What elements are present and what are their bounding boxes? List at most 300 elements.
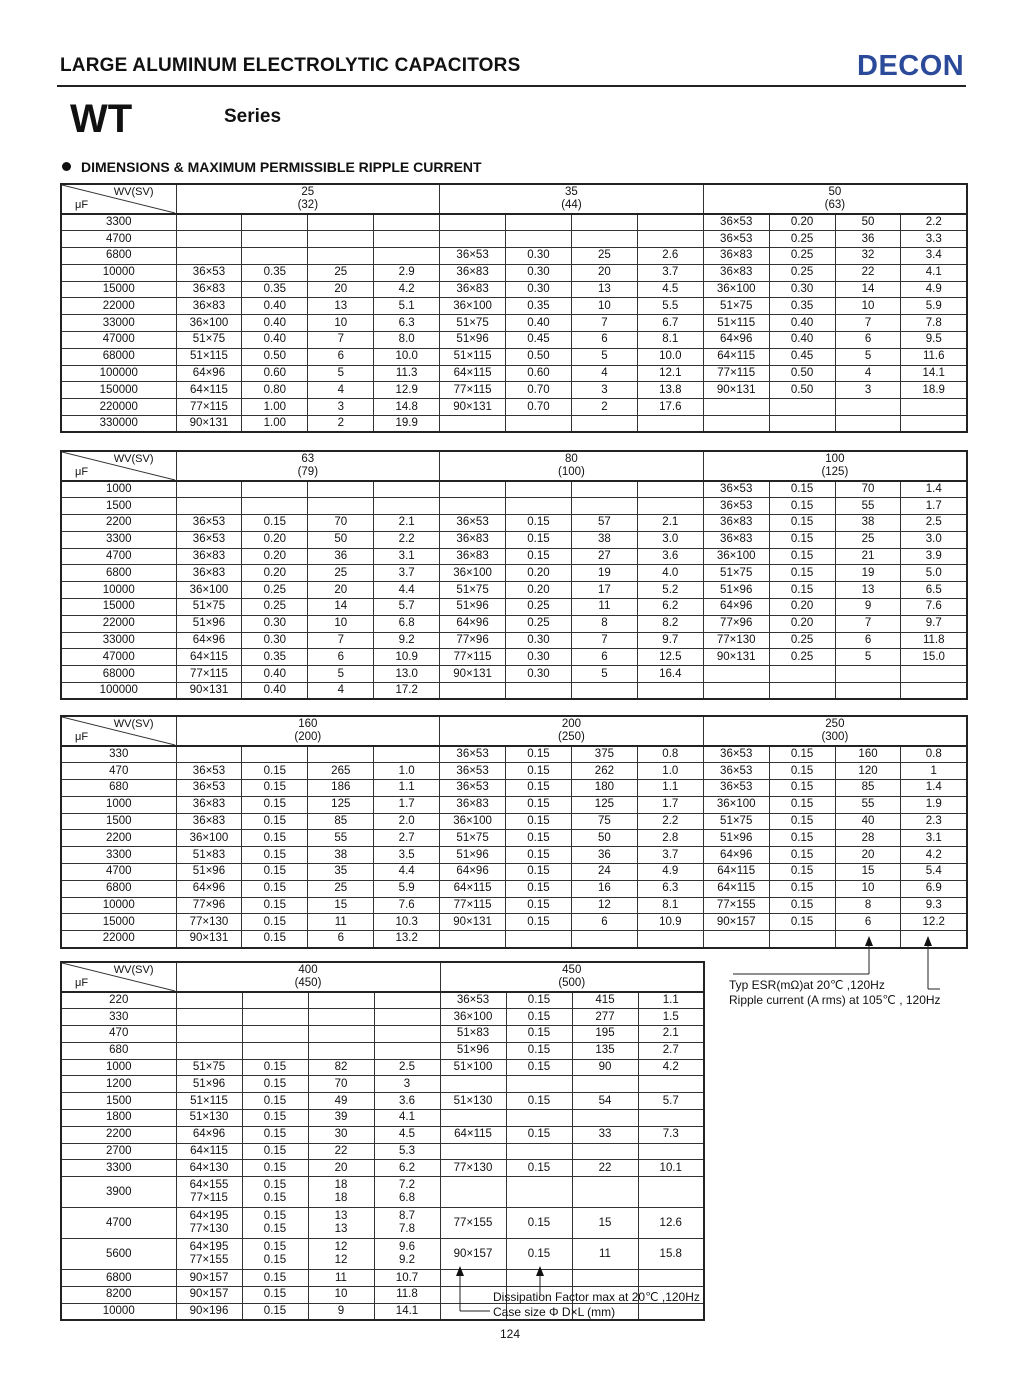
case-size-cell: 64×96 xyxy=(703,332,769,349)
ripple-cell: 13.0 xyxy=(374,666,440,683)
df-cell: 0.25 xyxy=(769,231,835,248)
esr-cell: 7 xyxy=(835,615,901,632)
ripple-cell: 2.9 xyxy=(374,264,440,281)
case-arrow-head xyxy=(456,1266,464,1276)
case-size-cell: 64×96 xyxy=(176,1126,242,1143)
df-cell: 0.35 xyxy=(242,281,308,298)
esr-cell: 265 xyxy=(308,763,374,780)
df-cell: 0.70 xyxy=(506,399,572,416)
df-cell: 0.30 xyxy=(242,615,308,632)
esr-cell: 27 xyxy=(571,548,637,565)
df-cell: 0.45 xyxy=(769,348,835,365)
ripple-cell: 4.9 xyxy=(637,864,703,881)
case-size-cell: 77×130 xyxy=(176,914,242,931)
ripple-cell: 2.3 xyxy=(901,813,967,830)
esr-cell: 21 xyxy=(835,548,901,565)
ripple-cell: 6.2 xyxy=(637,599,703,616)
df-cell: 0.50 xyxy=(506,348,572,365)
df-cell: 0.25 xyxy=(769,264,835,281)
ripple-cell: 0.8 xyxy=(637,746,703,763)
capacitance-cell: 6800 xyxy=(61,1270,176,1287)
esr-cell: 33 xyxy=(572,1126,638,1143)
legend-right xyxy=(729,978,941,1008)
case-size-cell: 64×115 xyxy=(440,1126,506,1143)
surge-voltage: (44) xyxy=(561,199,582,211)
working-voltage: 250 xyxy=(825,718,845,730)
esr-cell: 19 xyxy=(835,565,901,582)
df-cell: 0.20 xyxy=(769,214,835,231)
df-cell: 0.25 xyxy=(242,599,308,616)
esr-cell: 262 xyxy=(571,763,637,780)
esr-cell: 8 xyxy=(835,897,901,914)
esr-cell: 57 xyxy=(571,515,637,532)
capacitance-cell: 47000 xyxy=(61,332,176,349)
capacitance-cell: 4700 xyxy=(61,548,176,565)
cell-value: 7.2 6.8 xyxy=(399,1179,415,1205)
case-size-cell: 36×83 xyxy=(440,548,506,565)
ripple-cell: 15.0 xyxy=(901,649,967,666)
esr-cell: 6 xyxy=(835,914,901,931)
esr-cell: 10 xyxy=(308,315,374,332)
df-cell: 0.15 xyxy=(506,1009,572,1026)
esr-cell: 20 xyxy=(308,281,374,298)
capacitance-cell: 4700 xyxy=(61,231,176,248)
case-size-cell: 64×96 xyxy=(703,847,769,864)
df-cell: 0.15 xyxy=(242,880,308,897)
case-size-cell: 36×100 xyxy=(703,796,769,813)
case-size-cell: 36×100 xyxy=(440,298,506,315)
ripple-cell: 3.7 xyxy=(637,264,703,281)
capacitance-cell: 10000 xyxy=(61,897,176,914)
esr-legend: Typ ESR(mΩ)at 20℃ ,120Hz xyxy=(729,978,885,992)
case-size-cell: 77×96 xyxy=(176,897,242,914)
df-cell: 0.50 xyxy=(769,382,835,399)
esr-cell: 6 xyxy=(571,914,637,931)
uf-label: μF xyxy=(75,466,89,478)
df-cell: 0.15 xyxy=(242,897,308,914)
esr-cell: 11 xyxy=(308,1270,374,1287)
ripple-cell: 9.3 xyxy=(901,897,967,914)
esr-cell: 14 xyxy=(308,599,374,616)
esr-cell: 180 xyxy=(571,780,637,797)
df-cell: 0.25 xyxy=(242,582,308,599)
cell-value: 13 13 xyxy=(334,1210,348,1236)
ripple-cell: 1.9 xyxy=(901,796,967,813)
esr-cell: 6 xyxy=(308,649,374,666)
esr-cell: 36 xyxy=(835,231,901,248)
esr-cell: 195 xyxy=(572,1026,638,1043)
esr-cell: 17 xyxy=(571,582,637,599)
df-cell: 0.50 xyxy=(769,365,835,382)
esr-cell: 10 xyxy=(835,298,901,315)
wv-label: WV(SV) xyxy=(113,186,154,198)
case-size-cell: 51×96 xyxy=(440,332,506,349)
working-voltage: 400 xyxy=(298,964,318,976)
capacitance-cell: 100000 xyxy=(61,683,176,700)
ripple-cell: 9.7 xyxy=(637,632,703,649)
capacitance-cell: 3300 xyxy=(61,531,176,548)
working-voltage: 100 xyxy=(825,453,845,465)
ripple-cell: 6.3 xyxy=(374,315,440,332)
case-size-cell: 36×100 xyxy=(703,281,769,298)
ripple-cell: 19.9 xyxy=(374,416,440,433)
case-size-cell: 51×75 xyxy=(703,813,769,830)
surge-voltage: (100) xyxy=(558,466,585,478)
case-size-cell: 36×53 xyxy=(703,780,769,797)
df-cell: 0.30 xyxy=(506,666,572,683)
case-size-cell: 36×83 xyxy=(703,248,769,265)
df-cell: 0.25 xyxy=(769,248,835,265)
capacitance-cell: 2200 xyxy=(61,830,176,847)
case-size-cell: 51×96 xyxy=(703,582,769,599)
df-cell: 0.40 xyxy=(506,315,572,332)
case-size-cell: 51×75 xyxy=(176,1059,242,1076)
esr-cell: 375 xyxy=(571,746,637,763)
case-size-cell: 64×96 xyxy=(176,632,242,649)
ripple-cell: 6.2 xyxy=(374,1160,440,1177)
esr-cell: 2 xyxy=(308,416,374,433)
capacitance-cell: 8200 xyxy=(61,1287,176,1304)
esr-cell: 7 xyxy=(571,315,637,332)
ripple-cell: 4.5 xyxy=(374,1126,440,1143)
ripple-cell: 7.8 xyxy=(901,315,967,332)
case-size-cell: 36×100 xyxy=(703,548,769,565)
esr-cell: 50 xyxy=(571,830,637,847)
case-size-cell: 36×83 xyxy=(176,796,242,813)
cell-value: 64×195 77×155 xyxy=(189,1241,229,1267)
esr-cell: 4 xyxy=(835,365,901,382)
ripple-cell: 12.5 xyxy=(637,649,703,666)
capacitance-cell: 680 xyxy=(61,1042,176,1059)
ripple-cell: 2.5 xyxy=(901,515,967,532)
df-cell: 0.15 xyxy=(506,763,572,780)
case-size-cell: 90×131 xyxy=(703,649,769,666)
df-cell: 0.15 xyxy=(242,864,308,881)
capacitance-cell: 22000 xyxy=(61,615,176,632)
page-title: LARGE ALUMINUM ELECTROLYTIC CAPACITORS xyxy=(60,55,521,76)
case-size-cell: 36×83 xyxy=(176,565,242,582)
ripple-cell: 1.5 xyxy=(638,1009,704,1026)
case-size-cell: 77×115 xyxy=(440,897,506,914)
case-size-cell: 36×83 xyxy=(176,548,242,565)
case-size-cell: 64×130 xyxy=(176,1160,242,1177)
esr-cell: 22 xyxy=(572,1160,638,1177)
case-size-cell: 51×115 xyxy=(176,1093,242,1110)
df-cell: 0.20 xyxy=(506,565,572,582)
df-cell: 0.15 xyxy=(769,830,835,847)
esr-cell: 20 xyxy=(571,264,637,281)
page-number: 124 xyxy=(500,1327,521,1341)
case-size-cell: 51×75 xyxy=(703,298,769,315)
df-cell: 0.15 xyxy=(769,481,835,498)
ripple-cell: 5.4 xyxy=(901,864,967,881)
capacitance-cell: 1500 xyxy=(61,813,176,830)
case-size-cell: 36×53 xyxy=(703,763,769,780)
capacitance-cell: 150000 xyxy=(61,382,176,399)
esr-cell: 135 xyxy=(572,1042,638,1059)
esr-cell: 49 xyxy=(308,1093,374,1110)
esr-cell: 20 xyxy=(308,1160,374,1177)
df-cell: 0.20 xyxy=(769,599,835,616)
esr-cell: 25 xyxy=(308,880,374,897)
ripple-cell: 10.9 xyxy=(637,914,703,931)
capacitance-cell: 33000 xyxy=(61,315,176,332)
df-cell: 0.35 xyxy=(506,298,572,315)
ripple-cell: 3.0 xyxy=(901,531,967,548)
df-cell: 0.15 xyxy=(242,1160,308,1177)
df-cell: 0.15 xyxy=(506,531,572,548)
esr-cell: 50 xyxy=(835,214,901,231)
df-cell: 0.40 xyxy=(242,666,308,683)
df-cell: 0.30 xyxy=(506,264,572,281)
case-size-cell: 51×96 xyxy=(176,615,242,632)
capacitance-cell: 220 xyxy=(61,992,176,1009)
ripple-cell: 6.7 xyxy=(637,315,703,332)
df-cell: 0.30 xyxy=(506,632,572,649)
cell-value: 18 18 xyxy=(334,1179,348,1205)
df-cell: 0.15 xyxy=(242,1110,308,1127)
df-cell: 0.15 xyxy=(769,565,835,582)
esr-cell: 5 xyxy=(308,365,374,382)
esr-cell: 14 xyxy=(835,281,901,298)
ripple-cell: 0.8 xyxy=(901,746,967,763)
esr-cell: 7 xyxy=(571,632,637,649)
case-size-cell: 36×83 xyxy=(440,531,506,548)
case-size-cell: 36×83 xyxy=(440,264,506,281)
esr-cell: 11 xyxy=(572,1239,638,1270)
ripple-cell: 3.9 xyxy=(901,548,967,565)
df-cell: 0.30 xyxy=(506,248,572,265)
esr-cell: 4 xyxy=(308,382,374,399)
case-size-cell: 36×53 xyxy=(703,481,769,498)
df-cell: 0.20 xyxy=(769,615,835,632)
esr-cell: 10 xyxy=(571,298,637,315)
df-cell: 0.15 xyxy=(506,813,572,830)
esr-cell: 6 xyxy=(835,632,901,649)
ripple-cell: 1.7 xyxy=(637,796,703,813)
case-size-cell: 36×100 xyxy=(440,813,506,830)
df-cell: 0.40 xyxy=(242,315,308,332)
df-cell: 0.15 xyxy=(506,864,572,881)
df-cell: 0.60 xyxy=(506,365,572,382)
case-size-cell: 36×100 xyxy=(176,582,242,599)
ripple-cell: 7.6 xyxy=(374,897,440,914)
esr-cell: 25 xyxy=(571,248,637,265)
case-size-cell: 36×53 xyxy=(176,515,242,532)
df-cell: 0.40 xyxy=(769,332,835,349)
case-size-cell: 64×115 xyxy=(176,649,242,666)
ripple-cell: 2.1 xyxy=(374,515,440,532)
capacitance-cell: 15000 xyxy=(61,914,176,931)
uf-label: μF xyxy=(75,199,89,211)
esr-cell: 6 xyxy=(308,931,374,948)
surge-voltage: (32) xyxy=(297,199,319,211)
ripple-cell: 4.1 xyxy=(374,1110,440,1127)
df-cell: 0.25 xyxy=(506,615,572,632)
esr-cell: 10 xyxy=(308,615,374,632)
ripple-cell: 11.8 xyxy=(374,1287,440,1304)
case-size-cell: 90×131 xyxy=(440,399,506,416)
esr-cell: 22 xyxy=(308,1143,374,1160)
case-size-cell: 51×75 xyxy=(176,332,242,349)
capacitance-cell: 470 xyxy=(61,763,176,780)
ripple-cell: 3.5 xyxy=(374,847,440,864)
case-size-cell: 36×53 xyxy=(176,763,242,780)
esr-cell: 15 xyxy=(308,897,374,914)
df-cell: 0.15 xyxy=(769,914,835,931)
df-cell: 0.15 xyxy=(506,1126,572,1143)
case-size-cell: 36×53 xyxy=(440,248,506,265)
wv-label: WV(SV) xyxy=(113,453,154,465)
case-size-cell: 77×130 xyxy=(440,1160,506,1177)
esr-cell: 90 xyxy=(572,1059,638,1076)
ripple-cell: 5.7 xyxy=(374,599,440,616)
ripple-cell: 18.9 xyxy=(901,382,967,399)
ripple-cell: 10.3 xyxy=(374,914,440,931)
case-size-cell: 36×53 xyxy=(176,531,242,548)
cell-value: 9.6 9.2 xyxy=(399,1241,415,1267)
ripple-cell: 7.3 xyxy=(638,1126,704,1143)
capacitance-cell: 15000 xyxy=(61,599,176,616)
df-cell: 0.15 xyxy=(506,548,572,565)
df-cell: 0.15 xyxy=(242,1303,308,1320)
case-size-cell: 36×83 xyxy=(176,281,242,298)
df-cell: 0.15 xyxy=(769,746,835,763)
df-cell: 0.15 xyxy=(242,763,308,780)
esr-cell: 5 xyxy=(571,666,637,683)
case-size-cell: 90×131 xyxy=(440,666,506,683)
ripple-cell: 5.3 xyxy=(374,1143,440,1160)
ripple-cell: 10.0 xyxy=(374,348,440,365)
capacitance-cell: 47000 xyxy=(61,649,176,666)
df-cell: 0.15 xyxy=(769,864,835,881)
ripple-cell: 2.2 xyxy=(374,531,440,548)
case-size-cell: 51×96 xyxy=(440,1042,506,1059)
ripple-cell: 2.1 xyxy=(637,515,703,532)
case-size-cell: 51×96 xyxy=(176,1076,242,1093)
df-cell: 0.40 xyxy=(242,298,308,315)
df-cell: 0.25 xyxy=(769,649,835,666)
capacitance-cell: 22000 xyxy=(61,298,176,315)
case-size-cell: 51×83 xyxy=(440,1026,506,1043)
ripple-cell: 17.2 xyxy=(374,683,440,700)
df-cell: 0.15 xyxy=(769,582,835,599)
case-size-cell: 77×115 xyxy=(440,382,506,399)
case-size-cell: 36×100 xyxy=(440,565,506,582)
working-voltage: 50 xyxy=(828,186,842,198)
case-size-cell: 36×53 xyxy=(440,515,506,532)
ripple-cell: 10.7 xyxy=(374,1270,440,1287)
df-cell: 0.15 xyxy=(506,847,572,864)
ripple-cell: 4.4 xyxy=(374,864,440,881)
ripple-cell: 8.0 xyxy=(374,332,440,349)
case-size-cell: 64×96 xyxy=(176,365,242,382)
esr-cell: 6 xyxy=(308,348,374,365)
esr-cell: 85 xyxy=(308,813,374,830)
capacitance-cell: 68000 xyxy=(61,348,176,365)
df-cell: 0.15 xyxy=(769,880,835,897)
cell-value: 0.15 0.15 xyxy=(263,1179,287,1205)
case-size-cell: 77×115 xyxy=(176,399,242,416)
ripple-cell: 9.2 xyxy=(374,632,440,649)
df-cell: 0.25 xyxy=(769,632,835,649)
df-cell: 0.15 xyxy=(506,796,572,813)
ripple-cell: 3.7 xyxy=(637,847,703,864)
ripple-cell: 16.4 xyxy=(637,666,703,683)
case-size-cell: 36×53 xyxy=(440,746,506,763)
case-size-cell: 36×53 xyxy=(440,780,506,797)
ripple-cell: 1.7 xyxy=(374,796,440,813)
ripple-cell: 12.2 xyxy=(901,914,967,931)
ripple-cell: 2.1 xyxy=(638,1026,704,1043)
capacitance-cell: 220000 xyxy=(61,399,176,416)
case-size-cell: 51×96 xyxy=(440,847,506,864)
case-size-cell: 90×157 xyxy=(440,1239,506,1270)
ripple-cell: 4.9 xyxy=(901,281,967,298)
df-cell: 0.20 xyxy=(242,531,308,548)
cell-value: 64×155 77×115 xyxy=(189,1179,229,1205)
df-cell: 0.15 xyxy=(242,813,308,830)
df-cell: 0.20 xyxy=(242,548,308,565)
esr-cell: 12 xyxy=(571,897,637,914)
df-cell: 0.15 xyxy=(242,796,308,813)
ripple-cell: 11.6 xyxy=(901,348,967,365)
case-size-cell: 36×83 xyxy=(703,264,769,281)
esr-cell: 30 xyxy=(308,1126,374,1143)
case-size-cell: 51×115 xyxy=(176,348,242,365)
df-cell: 0.30 xyxy=(506,649,572,666)
cell-value: 0.15 0.15 xyxy=(263,1241,287,1267)
esr-cell: 82 xyxy=(308,1059,374,1076)
case-size-cell: 36×100 xyxy=(176,315,242,332)
ripple-cell: 5.9 xyxy=(374,880,440,897)
esr-cell: 5 xyxy=(571,348,637,365)
esr-cell: 75 xyxy=(571,813,637,830)
case-size-cell: 90×157 xyxy=(176,1270,242,1287)
ripple-cell: 11.3 xyxy=(374,365,440,382)
esr-cell: 3 xyxy=(308,399,374,416)
esr-cell: 55 xyxy=(835,498,901,515)
esr-cell: 125 xyxy=(308,796,374,813)
df-cell: 0.15 xyxy=(242,780,308,797)
esr-cell: 6 xyxy=(571,332,637,349)
esr-cell: 20 xyxy=(308,582,374,599)
ripple-cell: 1.1 xyxy=(638,992,704,1009)
df-cell: 0.15 xyxy=(506,1239,572,1270)
ripple-cell: 12.9 xyxy=(374,382,440,399)
case-size-cell: 64×115 xyxy=(703,348,769,365)
capacitance-cell: 1500 xyxy=(61,498,176,515)
case-size-cell: 90×131 xyxy=(176,416,242,433)
ripple-cell: 9.5 xyxy=(901,332,967,349)
capacitance-cell: 330000 xyxy=(61,416,176,433)
esr-cell: 4 xyxy=(571,365,637,382)
cell-value: 64×195 77×130 xyxy=(189,1210,229,1236)
wv-label: WV(SV) xyxy=(113,718,154,730)
df-cell: 0.15 xyxy=(242,847,308,864)
esr-cell: 24 xyxy=(571,864,637,881)
esr-cell: 25 xyxy=(308,565,374,582)
surge-voltage: (300) xyxy=(821,731,849,743)
case-size-cell: 77×130 xyxy=(703,632,769,649)
df-cell: 0.15 xyxy=(506,1093,572,1110)
ripple-cell: 4.0 xyxy=(637,565,703,582)
esr-cell: 125 xyxy=(571,796,637,813)
esr-cell: 10 xyxy=(835,880,901,897)
ripple-cell: 8.2 xyxy=(637,615,703,632)
ripple-cell: 6.8 xyxy=(374,615,440,632)
case-size-cell: 51×75 xyxy=(176,599,242,616)
